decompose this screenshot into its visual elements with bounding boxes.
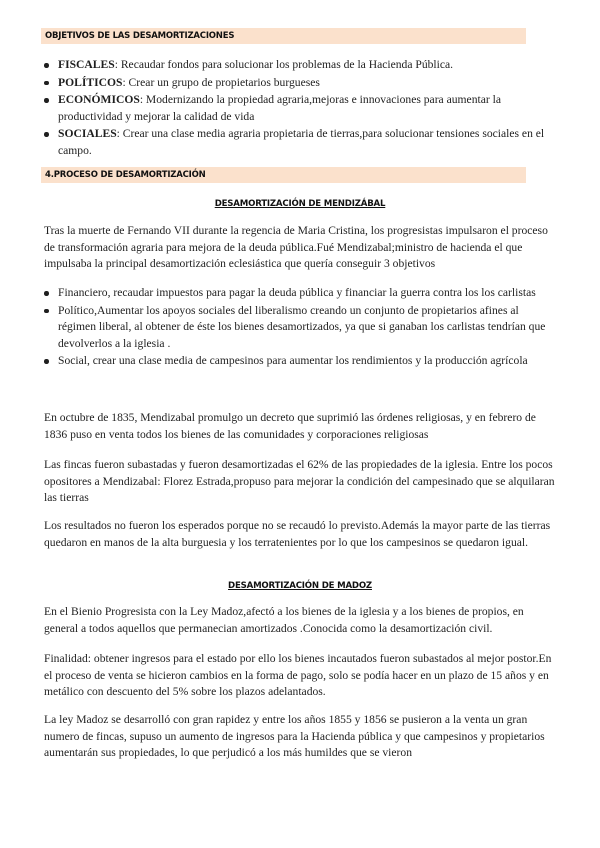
paragraph-ley: La ley Madoz se desarrolló con gran rapidez y entre los años 1855 y 1856 se pusieron a la venta un gran numero de fincas, supuso un aumento de ingresos para la Hacienda pública y que campesinos y propietarios aumentarán sus propiedades, lo que perjudicó a los más humildes que se vieron <box>44 713 545 759</box>
mendizabal-title: DESAMORTIZACIÓN DE MENDIZÁBAL <box>214 199 386 209</box>
paragraph-fincas: Las fincas fueron subastadas y fueron desamortizadas el 62% de las propiedades de la iglesia. Entre los pocos opositores a Mendizabal: Florez Estrada,propuso para mejorar la condición del campesinado que se alquilaran las tierras <box>44 458 555 504</box>
paragraph-decreto: En octubre de 1835, Mendizabal promulgo un decreto que suprimió las órdenes religiosas, y en febrero de 1836 puso en venta todos los bienes de las comunidades y corporaciones religiosas <box>44 411 536 441</box>
item-key: SOCIALES <box>58 127 117 140</box>
list-item <box>41 92 556 125</box>
list-item: Financiero, recaudar impuestos para pagar la deuda pública y financiar la guerra contra los los carlistas <box>41 285 556 302</box>
item-key: POLÍTICOS <box>58 75 123 89</box>
item-key: ECONÓMICOS <box>58 93 140 106</box>
paragraph-finalidad: Finalidad: obtener ingresos para el estado por ello los bienes incautados fueron subastados al mejor postor.En el proceso de venta se hicieron cambios en la forma de pago, solo se podía hacer en un plazo de 15 años y en metálico con descuento del 5% sobre los plazos adelantados. <box>44 652 552 698</box>
item-text: : Crear una clase media agraria propietaria de tierras,para solucionar tensiones sociales en el campo. <box>58 127 545 157</box>
mendizabal-objectives <box>41 285 556 371</box>
item-key: FISCALES <box>58 58 115 71</box>
paragraph-resultados: Los resultados no fueron los esperados porque no se recaudó lo previsto.Además la mayor parte de las tierras quedaron en manos de la alta burguesia y los terratenientes por lo que los campesinos se quedaron igual. <box>44 519 551 549</box>
madoz-title: DESAMORTIZACIÓN DE MADOZ <box>228 581 372 591</box>
list-item <box>41 75 556 92</box>
item-text: : Crear un grupo de propietarios burgueses <box>122 75 320 89</box>
proceso-heading: 4.PROCESO DE DESAMORTIZACIÓN <box>41 167 526 183</box>
list-item: Social, crear una clase media de campesinos para aumentar los rendimientos y la producción agrícola <box>41 353 556 370</box>
paragraph-bienio: En el Bienio Progresista con la Ley Madoz,afectó a los bienes de la iglesia y a los bienes de propios, en general a todos aquellos que permanecian amortizados .Conocida como la desamortización civil. <box>44 605 524 635</box>
list-item: Político,Aumentar los apoyos sociales del liberalismo creando un conjunto de propietarios afines al régimen liberal, al obtener de éste los bienes desamortizados, ya que si ganaban los carlistas tendrían que devolverlos a la iglesia . <box>41 303 556 353</box>
mendizabal-intro: Tras la muerte de Fernando VII durante la regencia de Maria Cristina, los progresistas impulsaron el proceso de transformación agraria para mejora de la deuda pública.Fué Mendizabal;ministro de hacienda el que impulsaba la principal desamortización eclesiástica que quería conseguir 3 objetivos <box>44 224 548 270</box>
item-text: : Modernizando la propiedad agraria,mejoras e innovaciones para aumentar la productividad y mejorar la calidad de vida <box>58 93 501 123</box>
list-item <box>41 57 556 74</box>
objetivos-heading: OBJETIVOS DE LAS DESAMORTIZACIONES <box>41 28 526 44</box>
list-item <box>41 126 556 159</box>
item-text: : Recaudar fondos para solucionar los problemas de la Hacienda Pública. <box>114 58 454 71</box>
objetivos-list <box>41 57 556 160</box>
